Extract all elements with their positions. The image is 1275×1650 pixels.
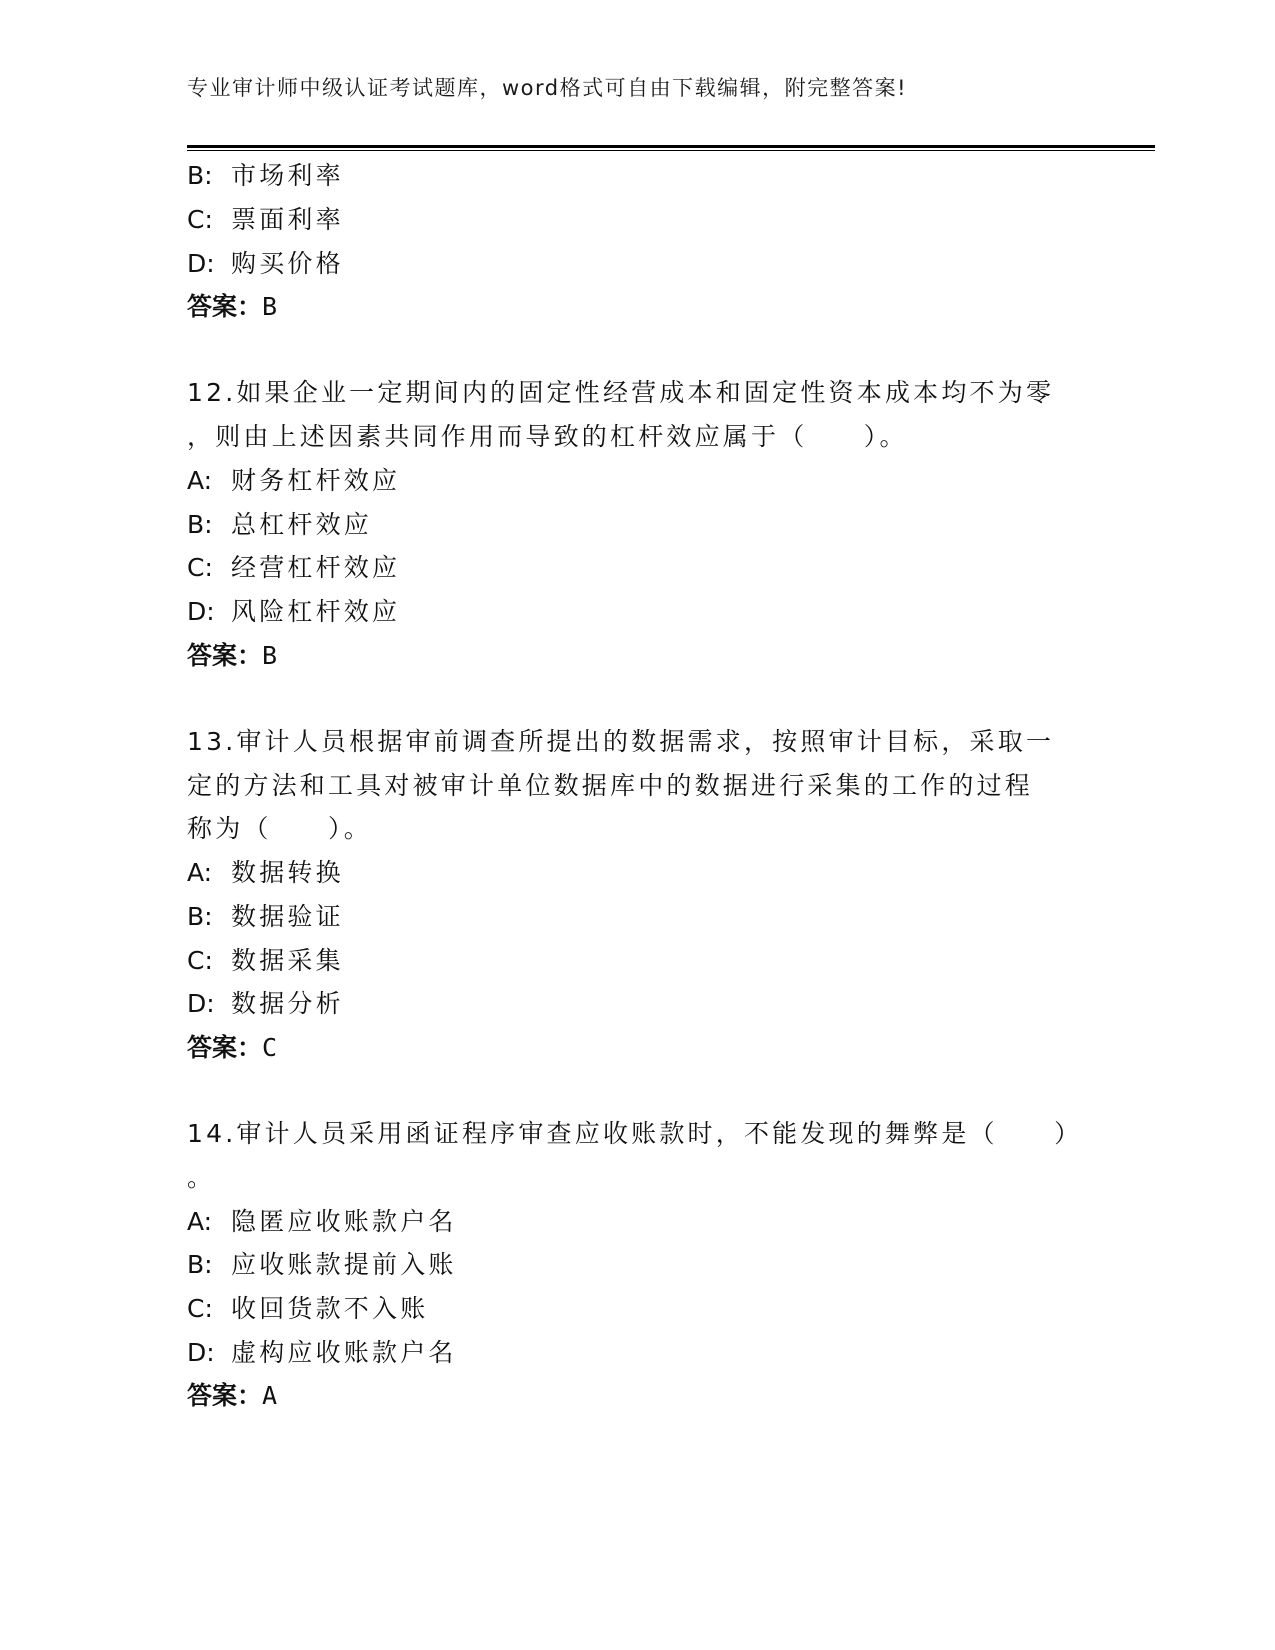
header-divider <box>187 145 1155 148</box>
prev-option-b: B: 市场利率 <box>187 161 344 190</box>
q13-option-c: C: 数据采集 <box>187 946 344 975</box>
prev-answer: 答案：B <box>187 292 278 321</box>
q14-stem-line-1: 14.审计人员采用函证程序审查应收账款时，不能发现的舞弊是（ ） <box>187 1119 1083 1148</box>
q12-option-d: D: 风险杠杆效应 <box>187 597 401 626</box>
q12-option-a: A: 财务杠杆效应 <box>187 466 401 495</box>
q13-stem-line-1: 13.审计人员根据审前调查所提出的数据需求，按照审计目标，采取一 <box>187 727 1055 756</box>
q14-option-b: B: 应收账款提前入账 <box>187 1250 457 1279</box>
q12-stem-line-2: ，则由上述因素共同作用而导致的杠杆效应属于（ ）。 <box>187 422 908 451</box>
prev-option-c: C: 票面利率 <box>187 205 344 234</box>
q13-stem-line-2: 定的方法和工具对被审计单位数据库中的数据进行采集的工作的过程 <box>187 771 1034 800</box>
q12-answer: 答案：B <box>187 641 278 670</box>
q12-option-b: B: 总杠杆效应 <box>187 510 373 539</box>
q13-option-a: A: 数据转换 <box>187 858 344 887</box>
q12-option-c: C: 经营杠杆效应 <box>187 553 401 582</box>
header-divider-thin <box>187 150 1155 151</box>
prev-option-d: D: 购买价格 <box>187 249 344 278</box>
q12-stem-line-1: 12.如果企业一定期间内的固定性经营成本和固定性资本成本均不为零 <box>187 378 1055 407</box>
page-header: 专业审计师中级认证考试题库，word格式可自由下载编辑，附完整答案! <box>187 76 908 100</box>
q13-answer: 答案：C <box>187 1033 278 1062</box>
q14-option-c: C: 收回货款不入账 <box>187 1294 429 1323</box>
q13-option-d: D: 数据分析 <box>187 989 344 1018</box>
q13-option-b: B: 数据验证 <box>187 902 344 931</box>
q14-option-a: A: 隐匿应收账款户名 <box>187 1207 457 1236</box>
q13-stem-line-3: 称为（ ）。 <box>187 814 372 843</box>
q14-answer: 答案：A <box>187 1381 278 1410</box>
q14-stem-line-2: 。 <box>187 1163 216 1192</box>
q14-option-d: D: 虚构应收账款户名 <box>187 1338 457 1367</box>
